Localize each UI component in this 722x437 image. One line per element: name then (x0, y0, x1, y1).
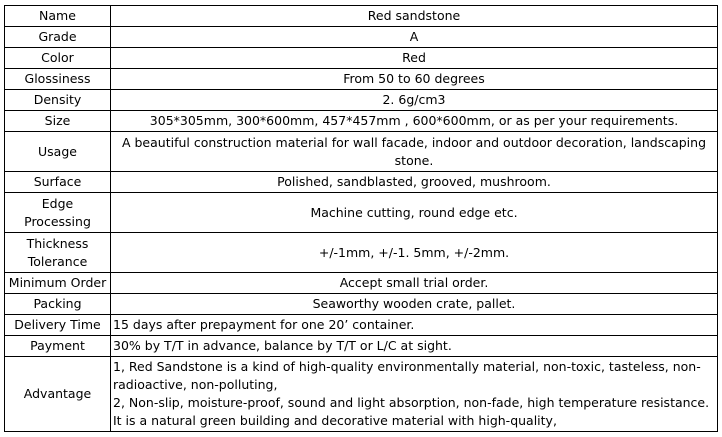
table-row (5, 132, 718, 172)
row-label-density: Density (5, 90, 111, 111)
table-row (5, 273, 718, 294)
row-value-packing: Seaworthy wooden crate, pallet. (111, 294, 718, 315)
row-label-size: Size (5, 111, 111, 132)
row-label-color: Color (5, 48, 111, 69)
row-label-payment: Payment (5, 336, 111, 357)
row-value-payment: 30% by T/T in advance, balance by T/T or L/C at sight. (111, 336, 718, 357)
row-label-minimum-order: Minimum Order (5, 273, 111, 294)
row-value-minimum-order: Accept small trial order. (111, 273, 718, 294)
row-label-glossiness: Glossiness (5, 69, 111, 90)
row-value-glossiness: From 50 to 60 degrees (111, 69, 718, 90)
table-row (5, 294, 718, 315)
row-label-grade: Grade (5, 27, 111, 48)
row-value-advantage (111, 357, 718, 432)
table-row (5, 193, 718, 233)
table-row (5, 315, 718, 336)
row-value-density: 2. 6g/cm3 (111, 90, 718, 111)
row-value-color: Red (111, 48, 718, 69)
table-row (5, 6, 718, 27)
row-value-name: Red sandstone (111, 6, 718, 27)
table-row (5, 90, 718, 111)
table-row (5, 48, 718, 69)
table-row (5, 69, 718, 90)
table-row (5, 27, 718, 48)
row-value-edge-processing: Machine cutting, round edge etc. (111, 193, 718, 233)
row-label-name: Name (5, 6, 111, 27)
row-value-grade: A (111, 27, 718, 48)
table-row (5, 336, 718, 357)
row-value-thickness-tolerance: +/-1mm, +/-1. 5mm, +/-2mm. (111, 233, 718, 273)
table-row (5, 172, 718, 193)
row-label-usage: Usage (5, 132, 111, 172)
table-row (5, 233, 718, 273)
advantage-point-2: 2, Non-slip, moisture-proof, sound and light absorption, non-fade, high temperature resistance. It is a natural green building and decorative material with high-quality, (113, 395, 710, 428)
table-row (5, 357, 718, 432)
row-label-packing: Packing (5, 294, 111, 315)
row-value-size: 305*305mm, 300*600mm, 457*457mm , 600*600mm, or as per your requirements. (111, 111, 718, 132)
row-label-advantage: Advantage (5, 357, 111, 432)
row-label-thickness-tolerance: Thickness Tolerance (5, 233, 111, 273)
product-spec-table (4, 5, 718, 432)
advantage-point-1: 1, Red Sandstone is a kind of high-quality environmentally material, non-toxic, tasteless, non-radioactive, non-polluting, (113, 359, 701, 392)
row-label-edge-processing: Edge Processing (5, 193, 111, 233)
row-value-usage: A beautiful construction material for wall facade, indoor and outdoor decoration, landscaping stone. (111, 132, 718, 172)
row-label-surface: Surface (5, 172, 111, 193)
row-label-delivery-time: Delivery Time (5, 315, 111, 336)
row-value-delivery-time: 15 days after prepayment for one 20’ container. (111, 315, 718, 336)
table-row (5, 111, 718, 132)
row-value-surface: Polished, sandblasted, grooved, mushroom. (111, 172, 718, 193)
